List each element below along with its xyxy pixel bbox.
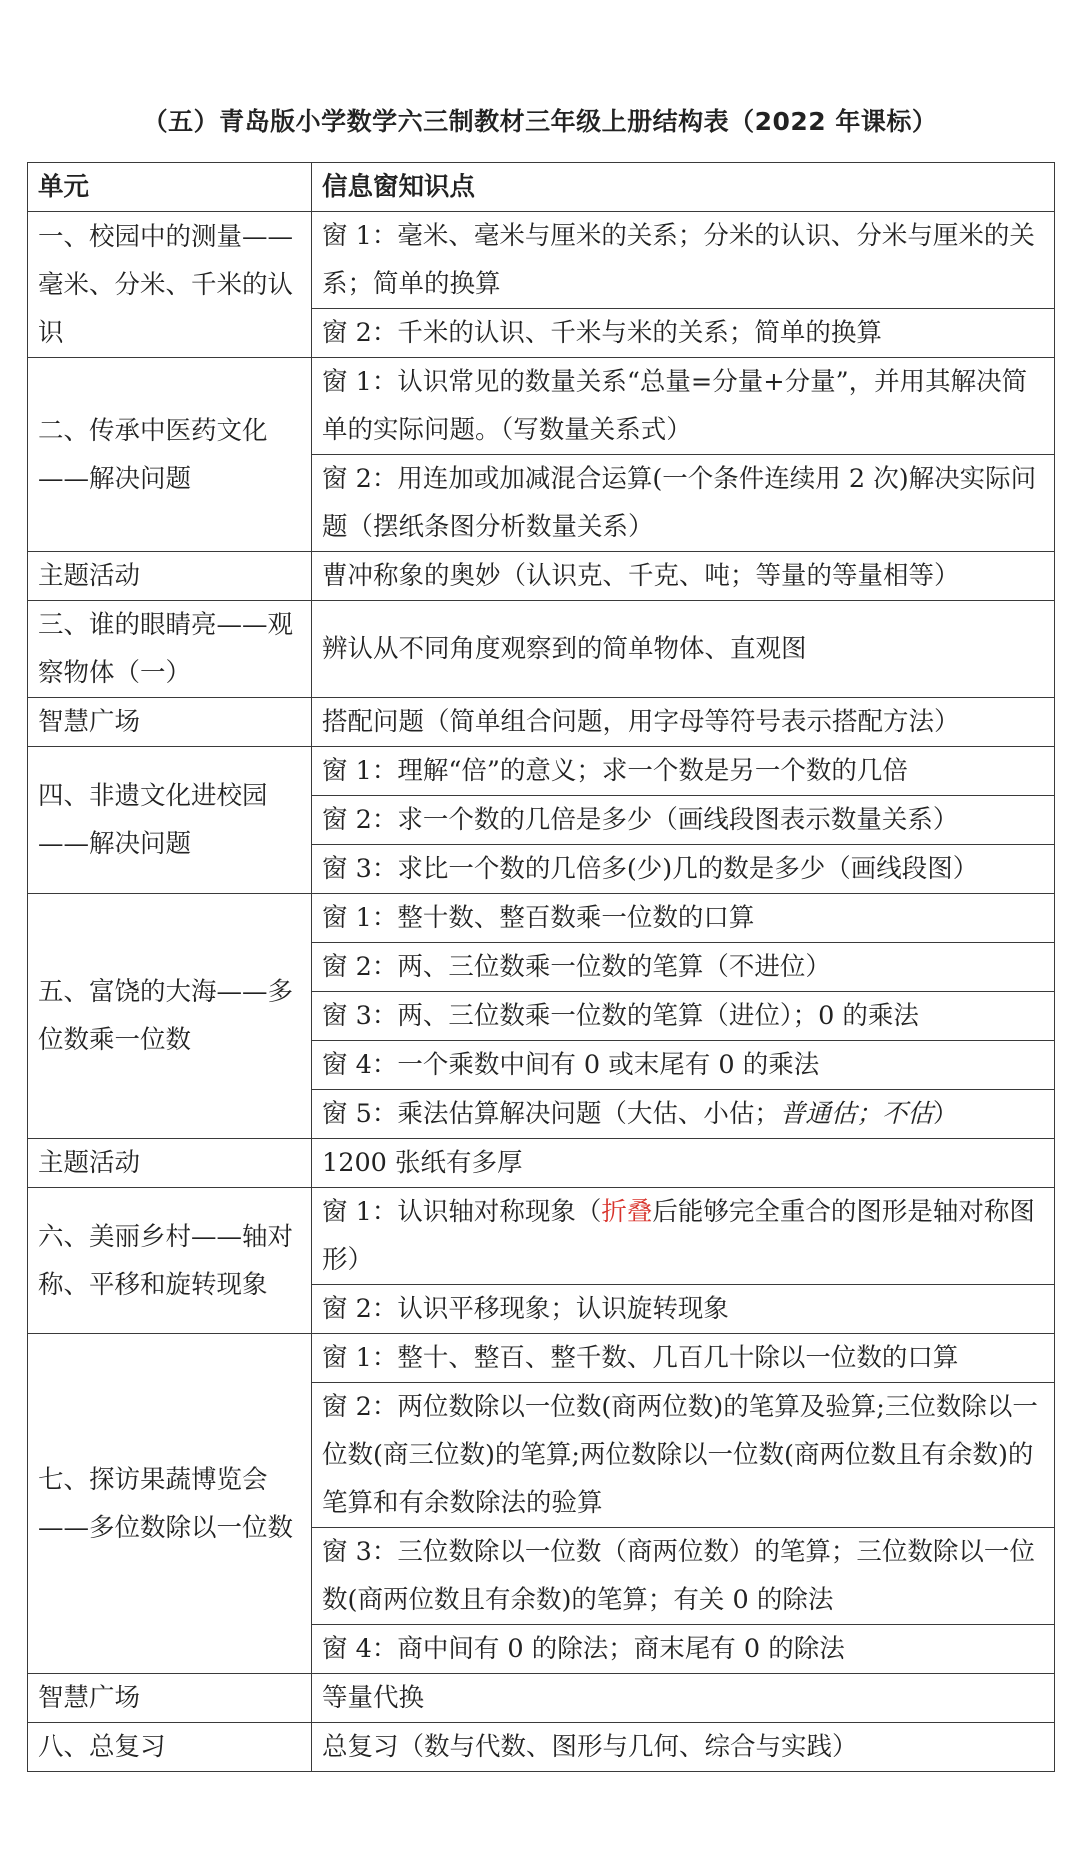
knowledge-cell: 窗 3：三位数除以一位数（商两位数）的笔算；三位数除以一位数(商两位数且有余数)的笔算；有关 0 的除法	[312, 1528, 1055, 1625]
knowledge-cell: 总复习（数与代数、图形与几何、综合与实践）	[312, 1723, 1055, 1772]
structure-table	[27, 162, 1055, 1772]
table-row	[28, 1139, 1055, 1188]
table-row	[28, 894, 1055, 943]
unit-name: 八、总复习	[28, 1723, 312, 1772]
table-header-row	[28, 163, 1055, 212]
knowledge-cell: 窗 1：认识常见的数量关系“总量=分量+分量”，并用其解决简单的实际问题。（写数量关系式）	[312, 358, 1055, 455]
knowledge-cell: 窗 3：两、三位数乘一位数的笔算（进位）；0 的乘法	[312, 992, 1055, 1041]
knowledge-cell: 窗 1：毫米、毫米与厘米的关系；分米的认识、分米与厘米的关系；简单的换算	[312, 212, 1055, 309]
table-row	[28, 552, 1055, 601]
window-text-tail: 后能够完全重合的图形是轴对称图形）	[322, 1197, 1035, 1275]
unit-name: 主题活动	[28, 552, 312, 601]
table-row	[28, 601, 1055, 698]
unit-name: 七、探访果蔬博览会——多位数除以一位数	[28, 1334, 312, 1674]
window-text: 窗 5：乘法估算解决问题（大估、小估；	[322, 1099, 780, 1129]
knowledge-cell: 窗 3：求比一个数的几倍多(少)几的数是多少（画线段图）	[312, 845, 1055, 894]
window-text: 窗 1：认识轴对称现象（	[322, 1197, 602, 1227]
highlight-text: 折叠	[601, 1197, 653, 1227]
unit-name: 五、富饶的大海——多位数乘一位数	[28, 894, 312, 1139]
knowledge-cell: 窗 2：用连加或加减混合运算(一个条件连续用 2 次)解决实际问题（摆纸条图分析数量关系）	[312, 455, 1055, 552]
unit-name: 三、谁的眼睛亮——观察物体（一）	[28, 601, 312, 698]
knowledge-cell: 窗 2：求一个数的几倍是多少（画线段图表示数量关系）	[312, 796, 1055, 845]
knowledge-cell: 窗 2：认识平移现象；认识旋转现象	[312, 1285, 1055, 1334]
window-text-tail: ）	[932, 1099, 959, 1129]
knowledge-cell: 窗 1：整十、整百、整千数、几百几十除以一位数的口算	[312, 1334, 1055, 1383]
knowledge-cell	[312, 1090, 1055, 1139]
knowledge-cell	[312, 1188, 1055, 1285]
knowledge-cell: 窗 4：一个乘数中间有 0 或末尾有 0 的乘法	[312, 1041, 1055, 1090]
knowledge-cell: 窗 2：两位数除以一位数(商两位数)的笔算及验算;三位数除以一位数(商三位数)的笔算;两位数除以一位数(商两位数且有余数)的笔算和有余数除法的验算	[312, 1383, 1055, 1528]
knowledge-cell: 辨认从不同角度观察到的简单物体、直观图	[312, 601, 1055, 698]
unit-name: 智慧广场	[28, 698, 312, 747]
italic-text: 普通估；不估	[779, 1099, 933, 1129]
page-title: （五）青岛版小学数学六三制教材三年级上册结构表（2022 年课标）	[142, 107, 938, 136]
knowledge-cell: 窗 4：商中间有 0 的除法；商末尾有 0 的除法	[312, 1625, 1055, 1674]
table-row	[28, 1723, 1055, 1772]
knowledge-cell: 1200 张纸有多厚	[312, 1139, 1055, 1188]
header-knowledge: 信息窗知识点	[312, 163, 1055, 212]
unit-name: 主题活动	[28, 1139, 312, 1188]
table-row	[28, 1674, 1055, 1723]
table-row	[28, 212, 1055, 309]
knowledge-cell: 曹冲称象的奥妙（认识克、千克、吨；等量的等量相等）	[312, 552, 1055, 601]
table-row	[28, 1188, 1055, 1285]
table-row	[28, 747, 1055, 796]
knowledge-cell: 窗 2：千米的认识、千米与米的关系；简单的换算	[312, 309, 1055, 358]
knowledge-cell: 搭配问题（简单组合问题，用字母等符号表示搭配方法）	[312, 698, 1055, 747]
table-row	[28, 698, 1055, 747]
unit-name: 智慧广场	[28, 1674, 312, 1723]
knowledge-cell: 窗 1：理解“倍”的意义；求一个数是另一个数的几倍	[312, 747, 1055, 796]
unit-name: 六、美丽乡村——轴对称、平移和旋转现象	[28, 1188, 312, 1334]
unit-name: 一、校园中的测量——毫米、分米、千米的认识	[28, 212, 312, 358]
knowledge-cell: 窗 2：两、三位数乘一位数的笔算（不进位）	[312, 943, 1055, 992]
header-unit: 单元	[28, 163, 312, 212]
unit-name: 二、传承中医药文化——解决问题	[28, 358, 312, 552]
knowledge-cell: 窗 1：整十数、整百数乘一位数的口算	[312, 894, 1055, 943]
table-row	[28, 358, 1055, 455]
knowledge-cell: 等量代换	[312, 1674, 1055, 1723]
table-row	[28, 1334, 1055, 1383]
unit-name: 四、非遗文化进校园——解决问题	[28, 747, 312, 894]
